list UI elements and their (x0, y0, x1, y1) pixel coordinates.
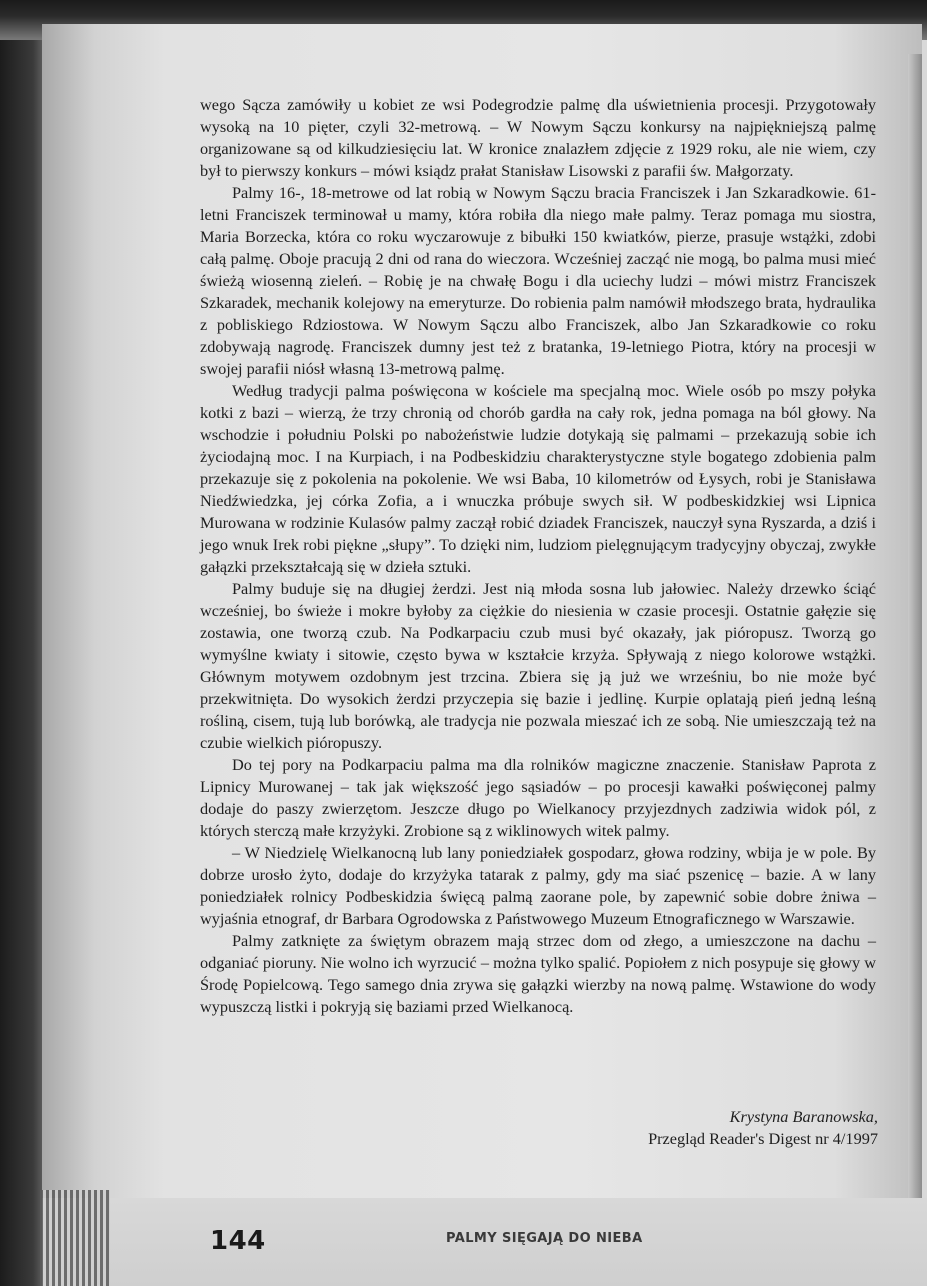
running-title: PALMY SIĘGAJĄ DO NIEBA (446, 1231, 643, 1246)
article-paragraph-5: Do tej pory na Podkarpaciu palma ma dla rolników magiczne znaczenie. Stanisław Paprota z Lipnicy Murowanej – tak jak większość jego sąsiadów – po procesji kawałki poświęconej palmy dodaje do paszy zwierzętom. Jeszcze długo po Wielkanocy przyjezdnych zadziwia widok pól, z których sterczą małe krzyżyki. Zrobione są z wiklinowych witek palmy. (200, 755, 876, 840)
article-paragraph-1: wego Sącza zamówiły u kobiet ze wsi Podegrodzie palmę dla uświetnienia procesji. Przygotowały wysoką na 10 pięter, czyli 32-metrową. – W Nowym Sączu konkursy na najpiękniejszą palmę organizowane są od kilkudziesięciu lat. W kronice znalazłem zdjęcie z 1929 roku, ale nie wiem, czy był to pierwszy konkurs – mówi ksiądz prałat Stanisław Lisowski z parafii św. Małgorzaty. (200, 95, 876, 180)
article-paragraph-7: Palmy zatknięte za świętym obrazem mają strzec dom od złego, a umieszczone na dachu – odganiać pioruny. Nie wolno ich wyrzucić – można tylko spalić. Popiołem z nich posypuje się głowy w Środę Popielcową. Tego samego dnia zrywa się gałązki wierzby na nową palmę. Wstawione do wody wypuszczą listki i pokryją się baziami przed Wielkanocą. (200, 931, 876, 1016)
article-paragraph-6: – W Niedzielę Wielkanocną lub lany poniedziałek gospodarz, głowa rodziny, wbija je w pole. By dobrze urosło żyto, dodaje do krzyżyka tatarak z palmy, gdy ma siać pszenicę – bazie. A w lany poniedziałek rolnicy Podbeskidzia święcą palmą zaorane pole, by zapewnić sobie dobre żniwa – wyjaśnia etnograf, dr Barbara Ogrodowska z Państwowego Muzeum Etnograficznego w Warszawie. (200, 843, 876, 928)
article-paragraph-4: Palmy buduje się na długiej żerdzi. Jest nią młoda sosna lub jałowiec. Należy drzewko ściąć wcześniej, bo świeże i mokre byłoby za ciężkie do niesienia w czasie procesji. Ostatnie gałęzie się zostawia, one tworzą czub. Na Podkarpaciu czub musi być okazały, jak pióropusz. Tworzą go wymyślne kwiaty i sitowie, często bywa w kształcie krzyża. Spływają z niego kolorowe wstążki. Głównym motywem ozdobnym jest trzcina. Zbiera się ją już we wrześniu, bo nie może być przekwitnięta. Do wysokich żerdzi przyczepia się bazie i jedlinę. Kurpie oplatają pień jedną leśną rośliną, cisem, tują lub borówką, ale tradycja nie pozwala mieszać ich ze sobą. Nie umieszczają też na czubie wielkich pióropuszy. (200, 579, 876, 752)
article-signature (560, 1106, 878, 1150)
article-author: Krystyna Baranowska, (729, 1107, 878, 1126)
article-source: Przegląd Reader's Digest nr 4/1997 (648, 1129, 878, 1148)
article-body (200, 94, 876, 1018)
article-paragraph-3: Według tradycji palma poświęcona w kościele ma specjalną moc. Wiele osób po mszy połyka kotki z bazi – wierzą, że trzy chronią od chorób gardła na cały rok, jedna pomaga na ból głowy. Na wschodzie i południu Polski po nabożeństwie ludzie dotykają się palmami – przekazują sobie ich życiodajną moc. I na Kurpiach, i na Podbeskidziu charakterystyczne style bogatego zdobienia palm przekazuje się z pokolenia na pokolenie. We wsi Baba, 10 kilometrów od Łysych, robi je Stanisława Niedźwiedzka, jej córka Zofia, a i wnuczka próbuje swych sił. W podbeskidzkiej wsi Lipnica Murowana w rodzinie Kulasów palmy zaczął robić dziadek Franciszek, nauczył syna Ryszarda, a dziś i jego wnuk Irek robi piękne „słupy”. To dzięki nim, ludziom pielęgnującym tradycyjny obyczaj, zwykłe gałązki przekształcają się w dzieła sztuki. (200, 381, 876, 576)
page-number: 144 (210, 1226, 266, 1256)
page-edge-right (908, 54, 922, 1234)
article-paragraph-2: Palmy 16-, 18-metrowe od lat robią w Nowym Sączu bracia Franciszek i Jan Szkaradkowie. 61-letni Franciszek terminował u mamy, która robiła dla niego małe palmy. Teraz pomaga mu siostra, Maria Borzecka, która co roku wyczarowuje z bibułki 150 kwiatków, pierze, prasuje wstążki, zdobi całą palmę. Oboje pracują 2 dni od rana do wieczora. Wcześniej zacząć nie mogą, bo palma musi mieć świeżą wiosenną zieleń. – Robię je na chwałę Bogu i dla uciechy ludzi – mówi mistrz Franciszek Szkaradek, mechanik kolejowy na emeryturze. Do robienia palm namówił młodszego brata, hydraulika z pobliskiego Rdziostowa. W Nowym Sączu albo Franciszek, albo Jan Szkaradkowie co roku zdobywają nagrodę. Franciszek dumny jest też z bratanka, 19-letniego Piotra, który na procesji w swojej parafii niósł własną 13-metrową palmę. (200, 183, 876, 378)
page-edge-stripes (40, 1190, 110, 1286)
